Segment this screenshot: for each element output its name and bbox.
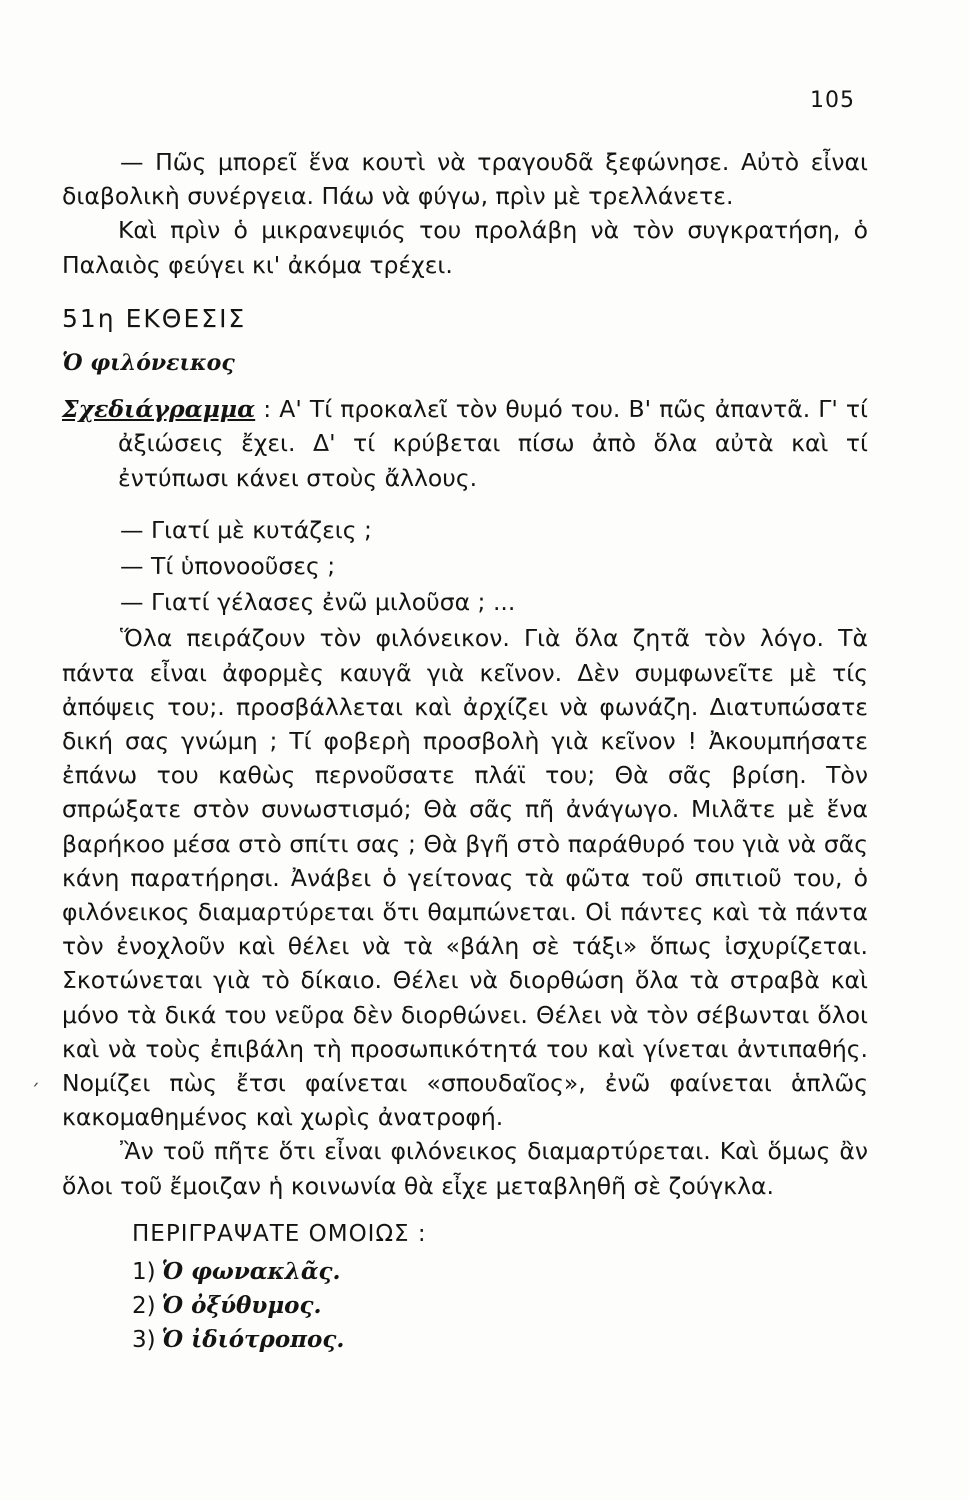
exercise-heading: ΠΕΡΙΓΡΑΨΑΤΕ ΟΜΟΙΩΣ :: [132, 1220, 427, 1247]
page-number: 105: [810, 88, 855, 113]
dialogue-line-2: — Τί ὑπονοοῦσες ;: [120, 552, 336, 581]
exercise-list: [62, 1255, 868, 1357]
page-text: [62, 145, 868, 1357]
opening-dialogue: — Πῶς μπορεῖ ἕνα κουτὶ νὰ τραγουδᾶ ξεφώνησε. Αὐτὸ εἶναι διαβολικὴ συνέργεια. Πάω νὰ φύγω, πρὶν μὲ τρελλάνετε.: [62, 148, 868, 211]
outline-text: : Α' Τί προκαλεῖ τὸν θυμό του. Β' πῶς ἀπαντᾶ. Γ' τί ἀξιώσεις ἔχει. Δ' τί κρύβεται πίσω ἀπὸ ὅλα αὐτὰ καὶ τί ἐντύπωσι κάνει στοὺς ἄλλους.: [118, 395, 868, 492]
body-paragraph-2: Ἂν τοῦ πῆτε ὅτι εἶναι φιλόνεικος διαμαρτύρεται. Καὶ ὅμως ἂν ὅλοι τοῦ ἔμοιζαν ἡ κοινωνία θὰ εἶχε μεταβληθῆ σὲ ζούγκλα.: [62, 1137, 868, 1200]
outline: [62, 392, 868, 495]
outline-lead: Σχεδιάγραμμα: [62, 395, 256, 424]
section-heading: 51η ΕΚΘΕΣΙΣ: [62, 303, 247, 333]
body-paragraph-1: Ὅλα πειράζουν τὸν φιλόνεικον. Γιὰ ὅλα ζητᾶ τὸν λόγο. Τὰ πάντα εἶναι ἀφορμὲς καυγᾶ γιὰ κεῖνον. Δὲν συμφωνεῖτε μὲ τίς ἀπόψεις του;. προσβάλλεται καὶ ἀρχίζει νὰ φωνάζη. Διατυπώσατε δική σας γνώμη ; Τί φοβερὴ προσβολὴ γιὰ κεῖνον ! Ἀκουμπήσατε ἐπάνω του καθὼς περνοῦσατε πλάϊ του; Θὰ σᾶς βρίση. Τὸν σπρώξατε στὸν συνωστισμό; Θὰ σᾶς πῆ ἀνάγωγο. Μιλᾶτε μὲ ἕνα βαρήκοο μέσα στὸ σπίτι σας ; Θὰ βγῆ στὸ παράθυρό του γιὰ νὰ σᾶς κάνη παρατήρησι. Ἀνάβει ὁ γείτονας τὰ φῶτα τοῦ σπιτιοῦ του, ὁ φιλόνεικος διαμαρτύρεται ὅτι θαμπώνεται. Οἱ πάντες καὶ τὰ πάντα τὸν ἐνοχλοῦν καὶ θέλει νὰ τὰ «βάλη σὲ τάξι» ὅπως ἰσχυρίζεται. Σκοτώνεται γιὰ τὸ δίκαιο. Θέλει νὰ διορθώση ὅλα τὰ στραβὰ καὶ μόνο τὰ δικά του νεῦρα δὲν διορθώνει. Θέλει νὰ τὸν σέβωνται ὅλοι καὶ νὰ τοὺς ἐπιβάλη τὴ προσωπικότητά του καὶ γίνεται ἀντιπαθής. Νομίζει πὼς ἔτσι φαίνεται «σπουδαῖος», ἐνῶ φαίνεται ἁπλῶς κακομαθημένος καὶ χωρὶς ἀνατροφή.: [62, 624, 868, 1132]
dialogue-line-3: — Γιατί γέλασες ἐνῶ μιλοῦσα ; ...: [120, 588, 516, 617]
margin-mark: ´: [30, 1080, 40, 1104]
dialogue-line-1: — Γιατί μὲ κυτάζεις ;: [120, 515, 372, 544]
list-item: 1) Ὁ φωνακλᾶς.: [132, 1258, 341, 1286]
list-item: 2) Ὁ ὀξύθυμος.: [132, 1292, 322, 1320]
list-item: 3) Ὁ ἰδιότροπος.: [132, 1326, 345, 1354]
section-subheading: Ὁ φιλόνεικος: [62, 350, 235, 377]
opening-narration: Καὶ πρὶν ὁ μικρανεψιός του προλάβη νὰ τὸν συγκρατήση, ὁ Παλαιὸς φεύγει κι' ἀκόμα τρέχει.: [62, 216, 868, 279]
